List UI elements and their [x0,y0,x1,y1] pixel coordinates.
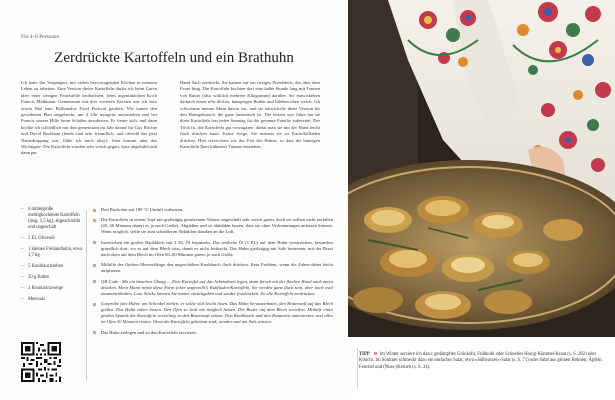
method-step: Die Kartoffeln in einem Topf mit großzügig gesalzenem Wasser ungeschält sehr weich garen, doch sie sollten nicht zerfallen (20–30 Minuten dauert es je nach Größe). Abgießen und so abkühlen lassen, dass sie ohne Verbrennungen anfassen können. Wenn möglich, stelle sie zum schnelleren Abkühlen draußen an die Luft. [93,217,333,235]
method-step-qr: QR-Code · Mit ein bisschen Übung … Eine Kartoffel auf das Arbeitsbrett legen, dann forsch mit der flachen Hand nach unten drücken. Mein Mann nennt diese Form (eher ungewollt!) Kuhfladen-Kartoffeln. Sie werden ganz flach sein, aber noch oval zusammenhalten. Lose Stücke können Sie immer zurückgeben und wieder festdrücken. So alle Kartoffeln zerdrücken. [93,279,333,297]
tip-label: TIPP [359,352,370,357]
ingredient-item: – 1 kleines Freilandhuhn, etwa 1,7 kg [21,247,83,259]
method-step: Inzwischen ein großes Backblech mit 1 EL Öl bepinseln. Das restliche Öl (1 EL) auf dem Huhn verstreichen, besonders gründlich dort, wo es auf dem Blech sitzt, damit es nicht festbackt. Das Huhn großzügig mit Salz bestreuen, mit der Brust nach oben auf dem Blech im Ofen 60–80 Minuten garen, je nach Größe. [93,240,333,258]
ingredients-list [21,207,83,308]
intro-column-1: Ich hatte das Vergnügen, mit vielen hervorragenden Köchen in meinem Leben zu arbeiten. Eine Version dieser Kartoffeln durfte ich beim Garen über einer riesigen Feuerstelle beobachten, beim argentinischen Koch Francis Mallmann. Gemeinsam mit drei weiteren Köchen war ich zum ersten Mal zum Ballymaloe Food Festival geritten. Wir hatten den gewöhnten Plan ausgeheckt, um 4 Uhr morgens aufzustehen und bei Francis unsere Hilfe beim Schälen anzubieten. Er freute sich, und dann kochte ich schließlich mit ihm gemeinsam im Jahr darauf für Guy Ritchie und David Beckham (beide sind sehr freundlich, und obwohl das jetzt Namedropping war, fühle ich mich okay). Jetzt kommt aber das Wichtigste: Die Kartoffeln wurden sehr weich gegart, kurz abgekühlt und dann per [21,80,157,156]
ingredient-item: – 2 EL Olivenöl [21,236,83,242]
tip-marker-icon [374,352,377,355]
method-step: Den Backofen auf 180 °C Umluft vorheizen. [93,207,333,213]
method-step: Das Huhn zerlegen und zu den Kartoffeln servieren. [93,330,333,336]
ingredient-item: – Meersalz [21,297,83,303]
right-page [348,0,615,400]
intro-column-2: Hand flach zerdrückt. Sie kamen auf ein riesiges Eisenblech, das über dem Feuer hing. Die Kartoffeln kochten dort eine halbe Stunde lang mit Tonnen von Butter (also wirklich mehrere Kilogramm) darüber. Sie entwickelten dadurch einen sehr dicken, knusprigen Boden und blieben oben weich. Ich schwärmte meiner Mum davon vor, und sie entwickelte diese Version für den Hausgebrauch, die ganz fantastisch ist. Die letzten vier Jahre hat sie diese Kartoffeln fast jeden Sonntag für die gesamte Familie zubereitet. Der Trick ist, die Kartoffeln gut vorzugaren, damit man sie mit der Hand leicht flach drücken kann. Keine Sorge, Sie müssen sie zu Kartoffelfladen drücken. Hier reservieren wir das Fett des Huhns, so dass die buttrigen Kartoffeln Ihrer kühnsten Träume entstehen. [180,80,320,150]
qr-code-icon[interactable] [21,342,61,382]
column-divider [86,210,87,380]
method-step: Garprobe fürs Huhn: am Schenkel ziehen, er sollte sich leicht lösen. Das Huhn herausnehmen, den Bratensaft auf das Blech gießen. Das Huhn ruhen lassen. Den Ofen so heiß wie möglich heizen. Die Butter auf dem Blech verteilen. Mithilfe eines großen Spatels die Kartoffeln vorsichtig in den Bratensaft setzen. Den Knoblauch und den Rosmarin unterstreuen und alles im Ofen 30 Minuten rösten. Wenn die Kartoffeln gebräunt sind, wenden und mit Salz würzen. [93,301,333,325]
tip-box [359,352,609,371]
food-photo [348,0,615,337]
ingredient-item: – 2 Rosmarinzweige [21,286,83,292]
tip-text: Im Winter serviere ich dazu: gedämpftes Grünkohl, Frühkohl oder Schnelles Honig-Kümmel-Kraut (s. S. 282) oder Kimchi. Im Sommer schmeckt dazu ein einfacher Salat, etwa »Süßwasser«-Salat (s. S. 71) oder Salat aus grünen Bohnen, Äpfeln, Fenchel und (Nuss-)Kernen (s. S. 34). [359,352,603,370]
ingredient-item: – 5 Knoblauchzehen [21,264,83,270]
servings-label: Für 4–6 Personen [21,34,60,40]
method-step: Mithilfe der flachen Messerklinge den ungeschälten Knoblauch flach drücken. Kein Problem, wenn die Zehen dabei leicht aufplatzen. [93,262,333,274]
ingredient-item: – 6 mittelgroße mehligkochende Kartoffeln (insg. 1,5 kg), abgeschrubbt und ungeschält [21,207,83,231]
recipe-title: Zerdrückte Kartoffeln und ein Brathuhn [54,50,294,66]
ingredient-item: – 50 g Butter [21,275,83,281]
tip-divider [357,348,358,388]
method-steps [93,207,333,340]
